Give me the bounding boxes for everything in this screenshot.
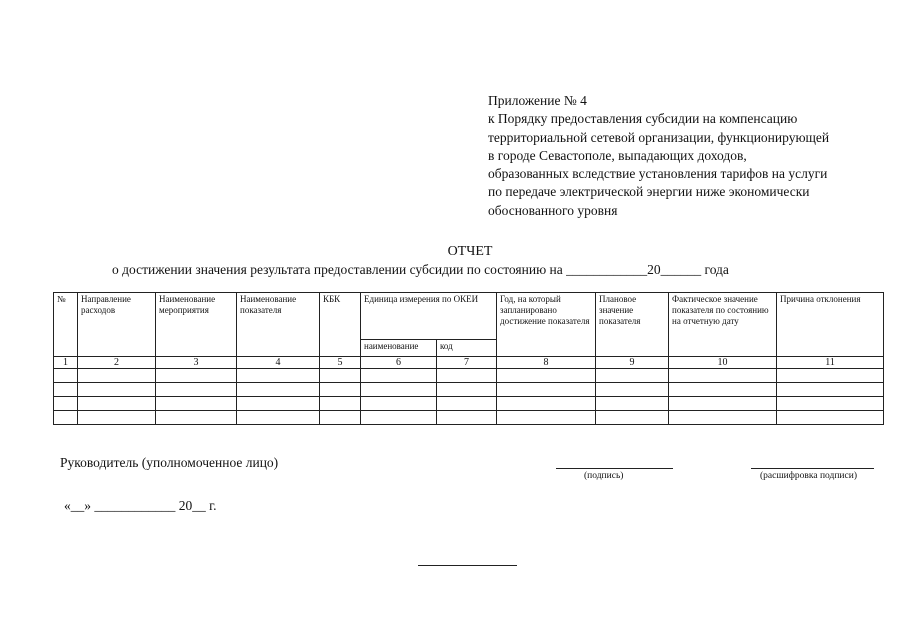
header-reason: Причина отклонения [777,293,884,357]
appendix-line: образованных вследствие установления тарифов на услуги [488,166,828,182]
column-number: 11 [777,357,884,369]
signer-label: Руководитель (уполномоченное лицо) [60,455,279,470]
column-number: 10 [669,357,777,369]
report-title: ОТЧЕТ [447,244,493,259]
bottom-divider [418,565,517,566]
header-event: Наименование мероприятия [156,293,237,357]
appendix-line: в городе Севастополе, выпадающих доходов, [488,147,747,163]
appendix-block [488,92,898,220]
column-number: 1 [54,357,78,369]
header-actual: Фактическое значение показателя по состоянию на отчетную дату [669,293,777,357]
appendix-line: к Порядку предоставления субсидии на компенсацию [488,111,798,127]
header-year: Год, на который запланировано достижение показателя [497,293,596,357]
header-kbk: КБК [320,293,361,357]
header-unit-name: наименование [361,340,437,357]
column-number: 6 [361,357,437,369]
signature-decode-caption: (расшифровка подписи) [760,471,857,481]
header-no: № [54,293,78,357]
header-unit: Единица измерения по ОКЕИ [361,293,497,340]
table-row [54,397,884,411]
header-unit-code: код [437,340,497,357]
column-number: 4 [237,357,320,369]
report-subtitle: о достижении значения результата предоставлении субсидии по состоянию на ____________20______ года [112,262,729,277]
appendix-line: территориальной сетевой организации, функционирующей [488,129,830,145]
signature-decode-line [751,468,874,469]
column-number: 2 [78,357,156,369]
table-row [54,383,884,397]
appendix-line: Приложение № 4 [488,93,587,108]
column-number: 8 [497,357,596,369]
column-number: 3 [156,357,237,369]
header-planned: Плановое значение показателя [596,293,669,357]
table-row [54,411,884,425]
report-table [53,292,884,425]
column-number: 9 [596,357,669,369]
header-direction: Направление расходов [78,293,156,357]
appendix-line: обоснованного уровня [488,202,618,218]
appendix-line: по передаче электрической энергии ниже экономически [488,184,810,200]
date-line: «__» ____________ 20__ г. [64,498,217,513]
signature-caption: (подпись) [584,471,624,481]
header-indicator: Наименование показателя [237,293,320,357]
signature-line [556,468,673,469]
table-row [54,369,884,383]
column-number: 5 [320,357,361,369]
column-number: 7 [437,357,497,369]
